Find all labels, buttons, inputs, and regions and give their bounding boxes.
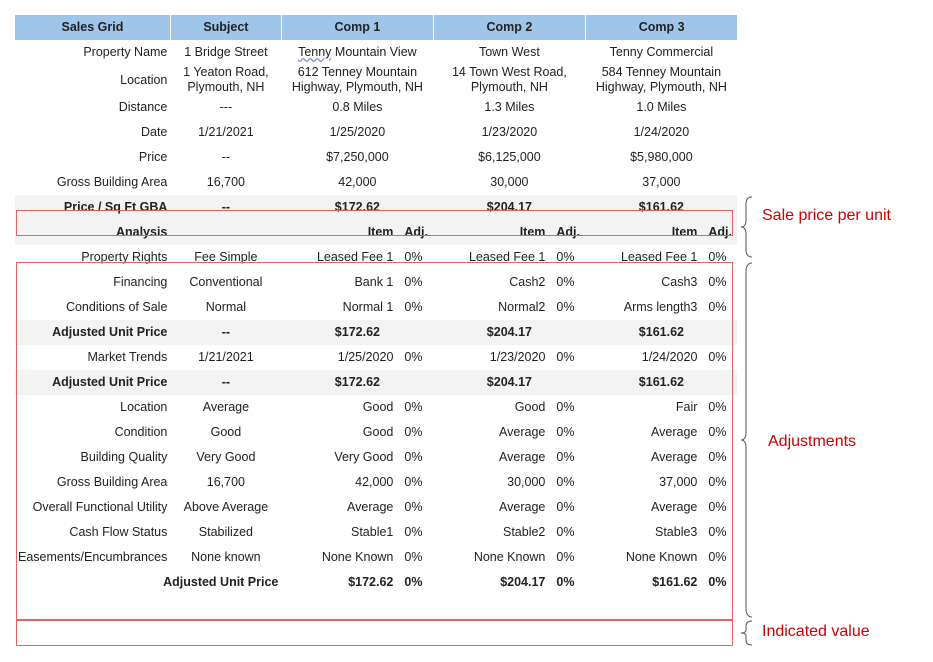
subject-value: 16,700 — [206, 175, 245, 189]
comp1-value: 612 Tenney Mountain Highway, Plymouth, NH — [291, 65, 423, 94]
row-label: Conditions of Sale — [65, 300, 168, 314]
comp1-item: 42,000 — [355, 475, 394, 489]
adjustment-row — [15, 520, 737, 545]
adjustment-row — [15, 470, 737, 495]
subject-value: Conventional — [189, 275, 263, 289]
row-label: Location — [120, 72, 168, 87]
grid-row — [15, 170, 737, 195]
comp1-value: Tenny Mountain View — [298, 45, 417, 59]
comp3-item: 37,000 — [659, 475, 698, 489]
comp2-value: 1/23/2020 — [481, 125, 538, 139]
comp1-adj: 0% — [404, 275, 423, 289]
comp3-adj: 0% — [708, 350, 727, 364]
comp1-final-value: $172.62 — [348, 575, 394, 589]
comp3-adj: 0% — [708, 400, 727, 414]
comp1-adj: 0% — [404, 450, 423, 464]
comp2-final-adj: 0% — [556, 575, 575, 589]
comp2-value: $204.17 — [433, 370, 585, 395]
adjustment-row — [15, 445, 737, 470]
subject-value: Normal — [205, 300, 247, 314]
adjusted-unit-price-row — [15, 320, 737, 345]
comp2-item: Cash2 — [509, 275, 546, 289]
subject-value: None known — [191, 550, 261, 564]
comp1-item: Good — [362, 400, 394, 414]
comp3-adj: 0% — [708, 475, 727, 489]
row-label: Adjusted Unit Price — [163, 575, 279, 589]
comp3-adj: 0% — [708, 425, 727, 439]
note-indicated: Indicated value — [762, 623, 870, 640]
header-cell: Comp 1 — [281, 15, 433, 40]
comp1-item: Average — [347, 500, 394, 514]
comp2-adj: 0% — [556, 550, 575, 564]
comp2-adj: 0% — [556, 525, 575, 539]
comp1-value: 42,000 — [338, 175, 377, 189]
row-label: Market Trends — [87, 350, 168, 364]
comp2-adj: 0% — [556, 250, 575, 264]
comp1-value: 1/25/2020 — [329, 125, 386, 139]
comp1-value: $172.62 — [281, 195, 433, 220]
final-adjusted-row — [15, 570, 737, 595]
row-label: Property Rights — [81, 250, 168, 264]
row-label: Overall Functional Utility — [32, 500, 168, 514]
note-adjustments: Adjustments — [768, 433, 857, 450]
adjustment-row — [15, 395, 737, 420]
adjustment-row — [15, 495, 737, 520]
price-sqft-row — [15, 195, 737, 220]
row-label: Gross Building Area — [56, 475, 168, 489]
spacer-cell — [170, 220, 281, 245]
comp2-adj: 0% — [556, 475, 575, 489]
comp2-item: Stable2 — [502, 525, 546, 539]
row-label: Adjusted Unit Price — [15, 320, 170, 345]
comp3-value: 584 Tenney Mountain Highway, Plymouth, NH — [595, 65, 727, 94]
comp2-value: $6,125,000 — [478, 150, 541, 164]
comp1-adj: 0% — [404, 475, 423, 489]
subject-value: -- — [170, 320, 281, 345]
comp3-final-value: $161.62 — [652, 575, 698, 589]
row-label: Distance — [118, 100, 168, 114]
comp2-adj: 0% — [556, 275, 575, 289]
comp2-adj: 0% — [556, 300, 575, 314]
comp3-adj: 0% — [708, 525, 727, 539]
grid-row — [15, 120, 737, 145]
comp3-item: Average — [651, 500, 698, 514]
comp2-item: Good — [514, 400, 546, 414]
comp3-value: 37,000 — [642, 175, 681, 189]
comp2-item-header: Item — [433, 220, 549, 245]
subject-value: 16,700 — [206, 475, 245, 489]
final-value-box — [16, 620, 733, 646]
row-label: Property Name — [83, 45, 168, 59]
comp1-value: 0.8 Miles — [332, 100, 383, 114]
comp2-item: Average — [499, 425, 546, 439]
subject-value: 1 Yeaton Road, Plymouth, NH — [183, 65, 269, 94]
comp3-adj: 0% — [708, 450, 727, 464]
adjustment-row — [15, 295, 737, 320]
row-label: Cash Flow Status — [69, 525, 168, 539]
brace-indicated — [740, 620, 754, 646]
subject-value: Very Good — [196, 450, 256, 464]
comp2-adj-header: Adj. — [549, 220, 585, 245]
comp2-adj: 0% — [556, 350, 575, 364]
adjustment-row — [15, 545, 737, 570]
grid-row — [15, 40, 737, 65]
row-label: Financing — [113, 275, 168, 289]
comp1-value: $172.62 — [281, 370, 433, 395]
comp3-item: Cash3 — [661, 275, 698, 289]
comp2-item: None Known — [473, 550, 546, 564]
comp3-item: Average — [651, 425, 698, 439]
row-label: Price / Sq Ft GBA — [15, 195, 170, 220]
subject-value: Fee Simple — [194, 250, 258, 264]
comp1-adj: 0% — [404, 300, 423, 314]
subject-value: 1/21/2021 — [198, 125, 254, 139]
subject-value: 1 Bridge Street — [184, 45, 268, 59]
analysis-row — [15, 220, 737, 245]
row-label: Price — [138, 150, 168, 164]
note-sale-price: Sale price per unit — [762, 207, 891, 224]
comp3-item: Stable3 — [654, 525, 698, 539]
comp1-value: $172.62 — [281, 320, 433, 345]
comp3-value: Tenny Commercial — [609, 45, 714, 59]
subject-value: --- — [219, 100, 233, 114]
comp3-adj: 0% — [708, 550, 727, 564]
header-cell: Comp 3 — [585, 15, 737, 40]
comp2-final-value: $204.17 — [500, 575, 546, 589]
comp1-adj: 0% — [404, 500, 423, 514]
comp2-adj: 0% — [556, 425, 575, 439]
subject-value: Above Average — [183, 500, 269, 514]
comp3-item-header: Item — [585, 220, 701, 245]
comp2-adj: 0% — [556, 450, 575, 464]
subject-value: 1/21/2021 — [198, 350, 254, 364]
brace-adjustments — [740, 262, 754, 618]
comp3-adj: 0% — [708, 275, 727, 289]
row-label: Gross Building Area — [56, 175, 168, 189]
row-label: Adjusted Unit Price — [15, 370, 170, 395]
row-label: Building Quality — [80, 450, 168, 464]
row-label: Condition — [114, 425, 168, 439]
spellcheck-word: Tenny — [298, 45, 332, 59]
grid-row — [15, 65, 737, 95]
comp2-adj: 0% — [556, 500, 575, 514]
comp1-adj: 0% — [404, 525, 423, 539]
subject-value: Stabilized — [198, 525, 253, 539]
comp3-value: 1/24/2020 — [633, 125, 690, 139]
comp3-value: $161.62 — [585, 195, 737, 220]
comp3-adj: 0% — [708, 250, 727, 264]
comp1-item: None Known — [321, 550, 394, 564]
comp1-adj: 0% — [404, 400, 423, 414]
comp1-item: Very Good — [334, 450, 394, 464]
comp1-adj: 0% — [404, 250, 423, 264]
header-cell: Sales Grid — [15, 15, 170, 40]
comp3-adj: 0% — [708, 300, 727, 314]
comp3-adj-header: Adj. — [701, 220, 737, 245]
header-cell: Subject — [170, 15, 281, 40]
comp1-item-header: Item — [281, 220, 397, 245]
comp1-adj-header: Adj. — [397, 220, 433, 245]
subject-value: -- — [170, 195, 281, 220]
comp3-item: Leased Fee 1 — [620, 250, 698, 264]
row-label: Location — [120, 400, 168, 414]
comp2-value: 14 Town West Road, Plymouth, NH — [451, 65, 567, 94]
grid-row — [15, 145, 737, 170]
comp1-adj: 0% — [404, 350, 423, 364]
adjustment-row — [15, 420, 737, 445]
comp3-adj: 0% — [708, 500, 727, 514]
comp3-item: Arms length3 — [623, 300, 698, 314]
comp3-value: $5,980,000 — [630, 150, 693, 164]
comp2-item: 30,000 — [507, 475, 546, 489]
row-label: Analysis — [15, 220, 170, 245]
comp2-value: 30,000 — [490, 175, 529, 189]
comp3-item: 1/24/2020 — [641, 350, 698, 364]
comp2-item: 1/23/2020 — [489, 350, 546, 364]
header-row — [15, 15, 737, 40]
comp3-item: None Known — [625, 550, 698, 564]
comp2-adj: 0% — [556, 400, 575, 414]
comp3-value: 1.0 Miles — [636, 100, 687, 114]
comp1-adj: 0% — [404, 550, 423, 564]
comp1-final-adj: 0% — [404, 575, 423, 589]
comp1-adj: 0% — [404, 425, 423, 439]
brace-sale-price — [740, 196, 754, 258]
comp3-item: Average — [651, 450, 698, 464]
adjusted-unit-price-row — [15, 370, 737, 395]
comp1-item: Normal 1 — [342, 300, 394, 314]
comp1-item: Leased Fee 1 — [316, 250, 394, 264]
row-label: Easements/Encumbrances — [18, 550, 168, 564]
comp2-item: Leased Fee 1 — [468, 250, 546, 264]
sales-grid-table — [15, 15, 737, 595]
comp2-value: $204.17 — [433, 320, 585, 345]
comp2-value: Town West — [478, 45, 540, 59]
comp3-value: $161.62 — [585, 370, 737, 395]
subject-value: Average — [202, 400, 250, 414]
comp3-final-adj: 0% — [708, 575, 727, 589]
comp1-item: Bank 1 — [354, 275, 394, 289]
adjustment-row — [15, 345, 737, 370]
header-cell: Comp 2 — [433, 15, 585, 40]
comp1-item: 1/25/2020 — [337, 350, 394, 364]
subject-value: Good — [210, 425, 242, 439]
comp1-item: Good — [362, 425, 394, 439]
comp3-item: Fair — [675, 400, 698, 414]
adjustment-row — [15, 270, 737, 295]
comp2-value: 1.3 Miles — [484, 100, 535, 114]
row-label: Date — [140, 125, 168, 139]
adjustment-row — [15, 245, 737, 270]
grid-row — [15, 95, 737, 120]
comp2-item: Average — [499, 450, 546, 464]
subject-value: -- — [170, 370, 281, 395]
comp3-value: $161.62 — [585, 320, 737, 345]
comp1-item: Stable1 — [350, 525, 394, 539]
comp2-value: $204.17 — [433, 195, 585, 220]
subject-value: -- — [221, 150, 231, 164]
comp2-item: Average — [499, 500, 546, 514]
comp1-value: $7,250,000 — [326, 150, 389, 164]
comp2-item: Normal2 — [498, 300, 546, 314]
